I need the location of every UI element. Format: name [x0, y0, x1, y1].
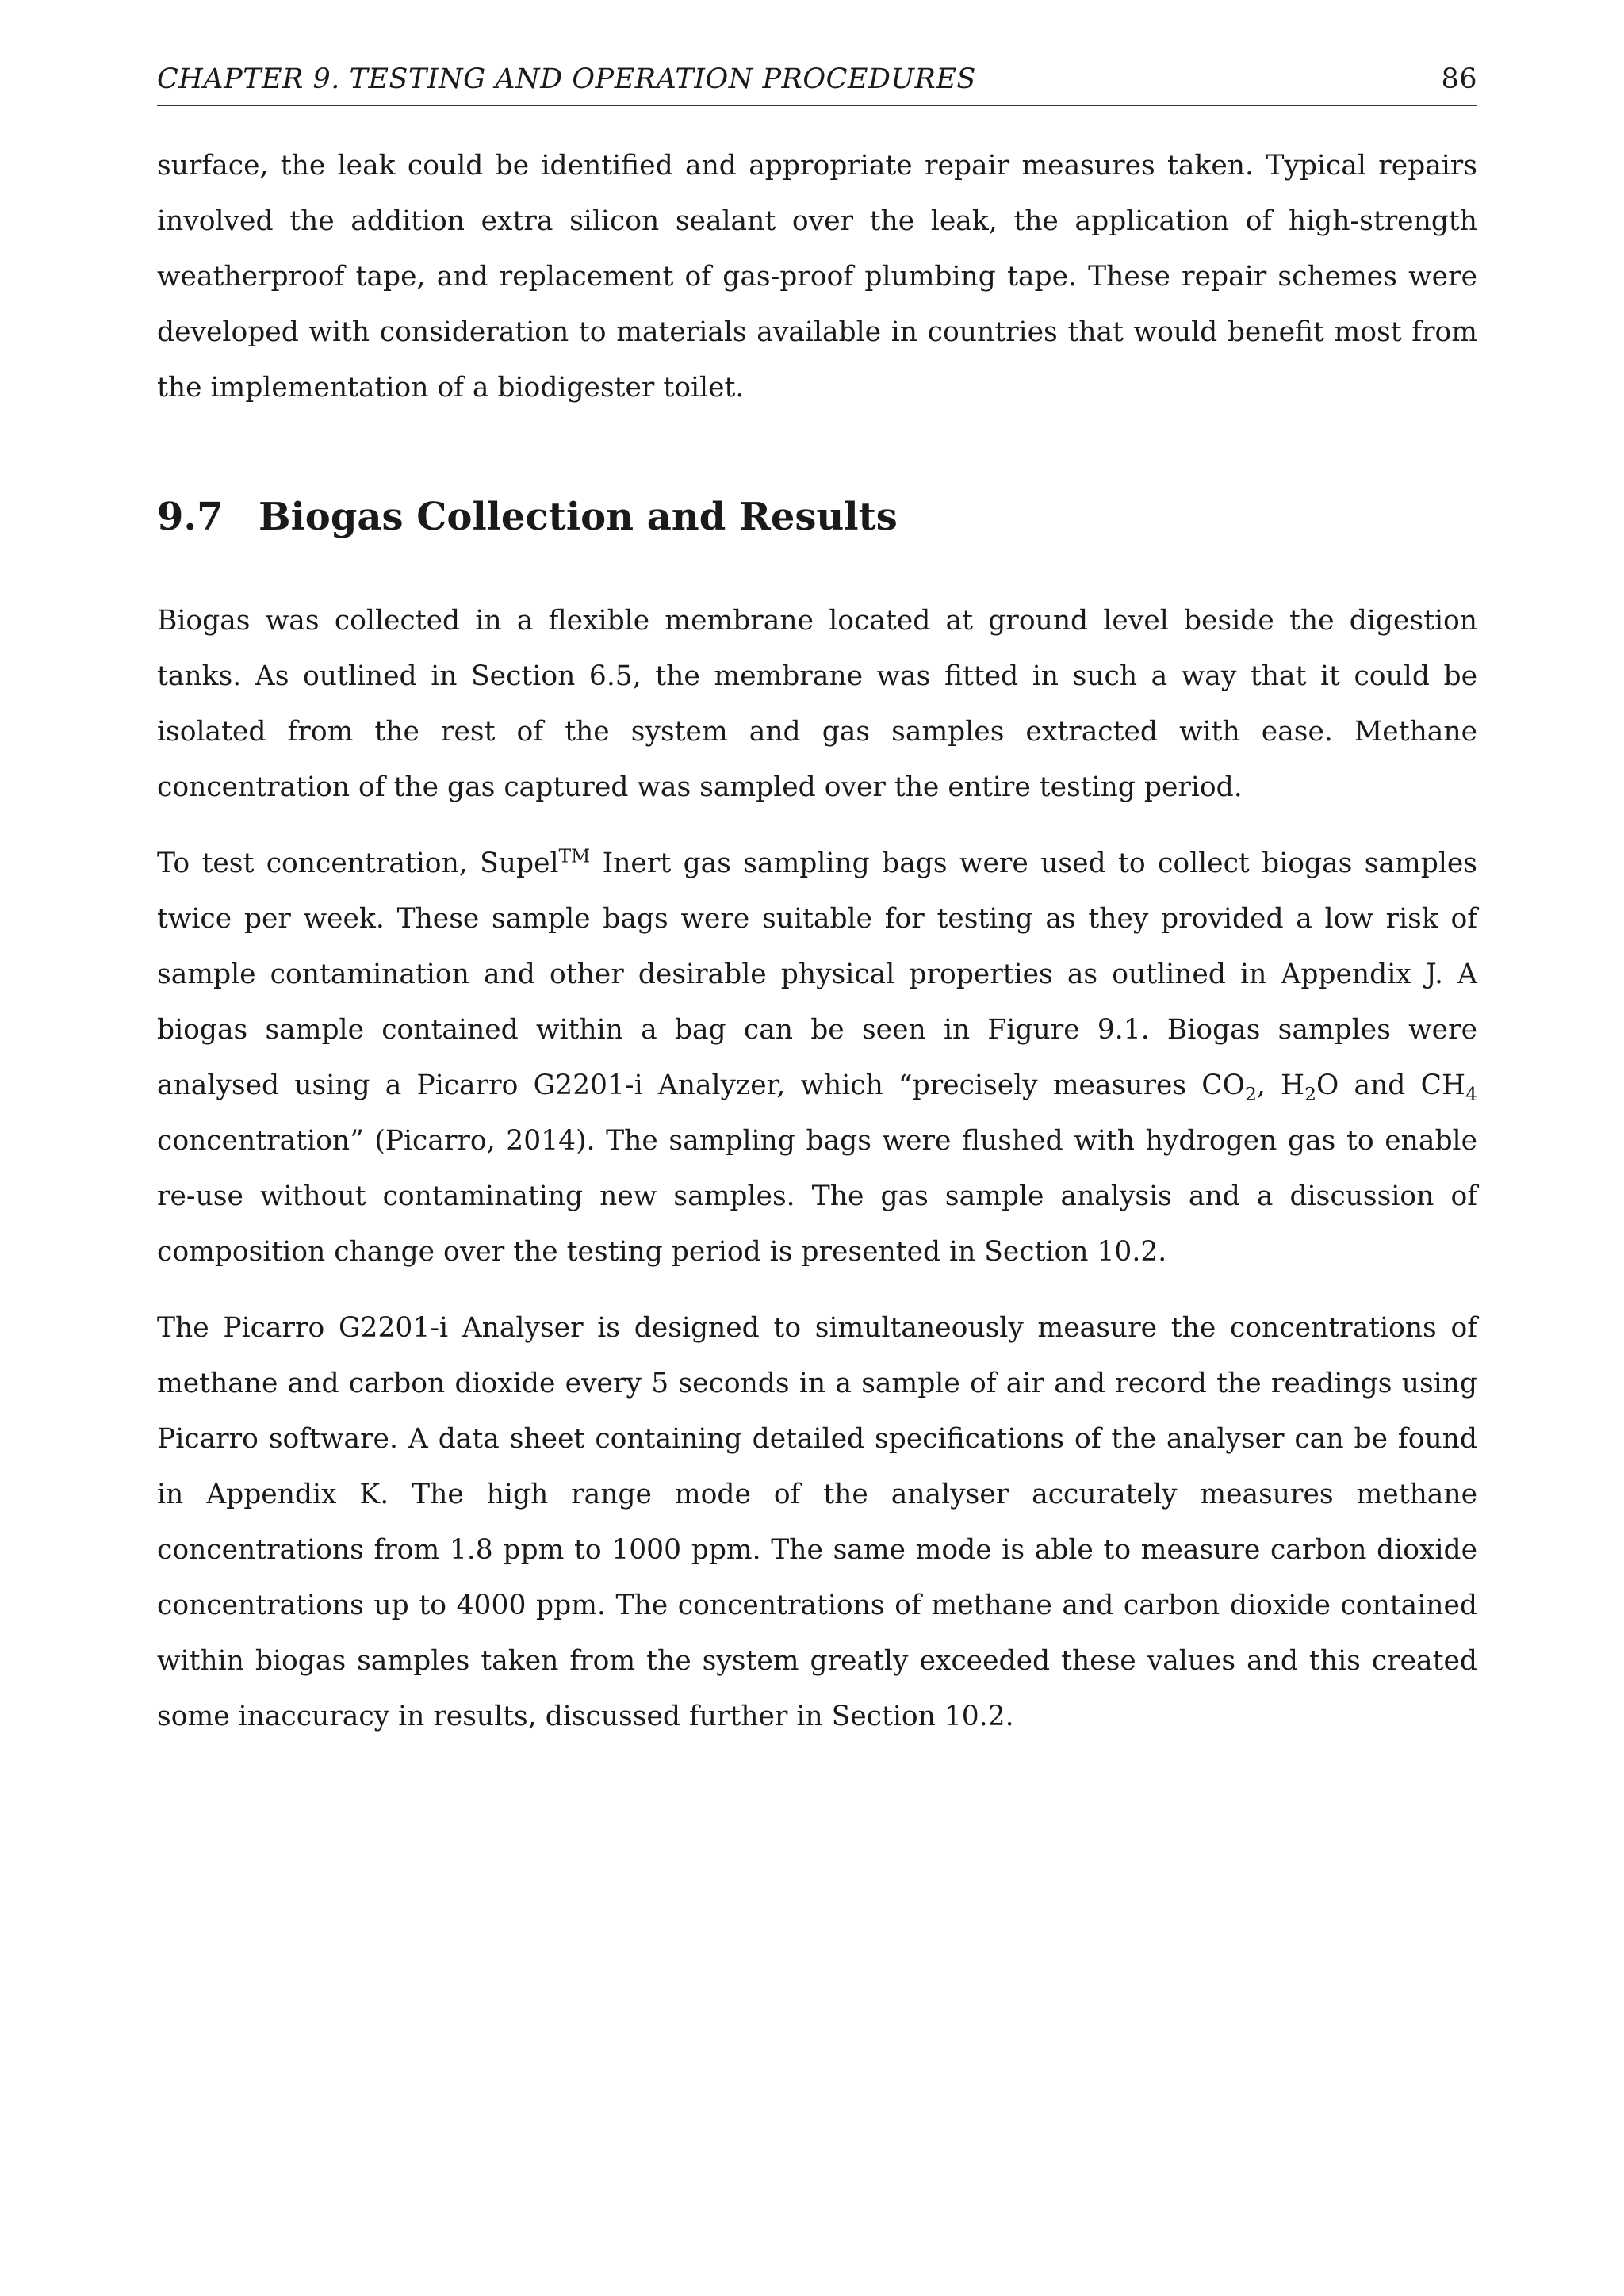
- subscript: 4: [1465, 1082, 1477, 1105]
- text-run: O and CH: [1316, 1070, 1466, 1101]
- text-run: concentration” (Picarro, 2014). The sampling bags were flushed with hydrogen gas to enable re-use without contaminating new samples. The gas sample analysis and a discussion of composition change over the testing period is presented in Section 10.2.: [157, 1125, 1477, 1268]
- paragraph-leak-repairs: surface, the leak could be identified and appropriate repair measures taken. Typical repairs involved the addition extra silicon sealant over the leak, the application of high-strength weatherproof tape, and replacement of gas-proof plumbing tape. These repair schemes were developed with consideration to materials available in countries that would benefit most from the implementation of a biodigester toilet.: [157, 150, 1477, 404]
- section-title: Biogas Collection and Results: [259, 495, 898, 539]
- text-run: , H: [1256, 1070, 1305, 1101]
- running-header: [157, 63, 1477, 106]
- document-page: [157, 63, 1477, 1744]
- paragraph-biogas-collection: Biogas was collected in a flexible membrane located at ground level beside the digestion tanks. As outlined in Section 6.5, the membrane was fitted in such a way that it could be isolated from the rest of the system and gas samples extracted with ease. Methane concentration of the gas captured was sampled over the entire testing period.: [157, 605, 1477, 803]
- text-run: Inert gas sampling bags were used to collect biogas samples twice per week. These sample bags were suitable for testing as they provided a low risk of sample contamination and other desirable physical properties as outlined in Appendix J. A biogas sample contained within a bag can be seen in Figure 9.1. Biogas samples were analysed using a Picarro G2201-i Analyzer, which “precisely measures CO: [157, 848, 1477, 1101]
- paragraph-sampling-bags: [157, 836, 1477, 1280]
- trademark-superscript: TM: [558, 844, 591, 867]
- subscript: 2: [1244, 1082, 1257, 1105]
- text-run: To test concentration, Supel: [157, 848, 559, 879]
- paragraph-analyser-specs: The Picarro G2201-i Analyser is designed to simultaneously measure the concentrations of methane and carbon dioxide every 5 seconds in a sample of air and record the readings using Picarro software. A data sheet containing detailed specifications of the analyser can be found in Appendix K. The high range mode of the analyser accurately measures methane concentrations from 1.8 ppm to 1000 ppm. The same mode is able to measure carbon dioxide concentrations up to 4000 ppm. The concentrations of methane and carbon dioxide contained within biogas samples taken from the system greatly exceeded these values and this created some inaccuracy in results, discussed further in Section 10.2.: [157, 1312, 1477, 1732]
- section-number: 9.7: [157, 495, 224, 539]
- subscript: 2: [1304, 1082, 1317, 1105]
- page-number: 86: [1441, 63, 1477, 95]
- chapter-title: CHAPTER 9. TESTING AND OPERATION PROCEDURES: [157, 63, 976, 95]
- section-heading: [157, 495, 1477, 539]
